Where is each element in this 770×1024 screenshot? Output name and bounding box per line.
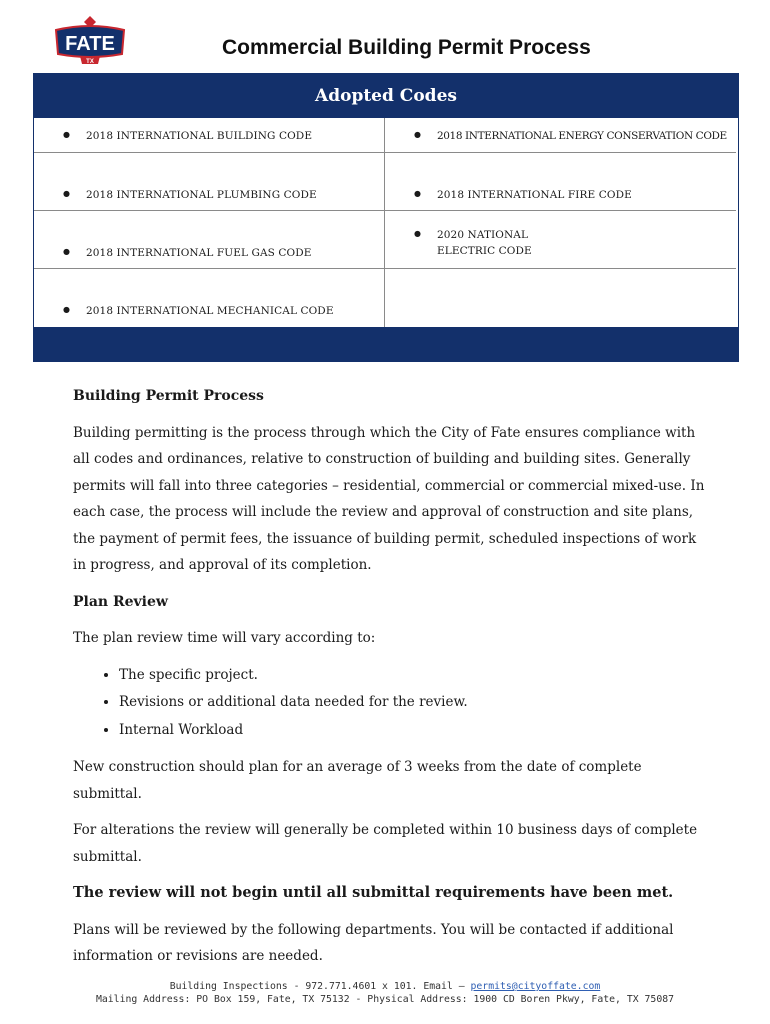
footer-address-line: Mailing Address: PO Box 159, Fate, TX 75132 - Physical Address: 1900 CD Boren Pkwy, Fate, TX 75087	[95, 994, 675, 1005]
list-item: • Revisions or additional data needed for the review.	[119, 689, 713, 717]
code-cell	[385, 153, 736, 211]
code-cell	[34, 118, 385, 153]
footer-contact-line	[0, 980, 770, 993]
page-title: Commercial Building Permit Process	[222, 36, 591, 59]
paragraph-review-time: The plan review time will vary according to:	[73, 630, 376, 646]
bullet-icon: ●	[63, 305, 71, 314]
logo-text: FATE	[65, 33, 115, 55]
review-factors-list	[73, 662, 713, 745]
page-footer	[0, 980, 770, 1006]
codes-grid	[34, 118, 738, 327]
list-item: • Internal Workload	[119, 717, 713, 745]
logo-subtext: TX	[86, 59, 94, 65]
code-cell	[385, 118, 736, 153]
code-item: 2018 INTERNATIONAL FUEL GAS CODE	[86, 247, 312, 259]
bullet-icon: ●	[414, 130, 422, 139]
code-item: 2018 INTERNATIONAL MECHANICAL CODE	[86, 305, 334, 317]
bullet-icon: ●	[63, 247, 71, 256]
main-content	[73, 383, 713, 980]
bullet-icon: ●	[414, 229, 422, 238]
bullet-icon: ●	[414, 189, 422, 198]
paragraph-alterations: For alterations the review will generally be completed within 10 business days of complete submittal.	[73, 822, 698, 865]
paragraph-departments: Plans will be reviewed by the following departments. You will be contacted if additional information or revisions are needed.	[73, 921, 674, 964]
code-cell	[34, 269, 385, 327]
paragraph-new-construction: New construction should plan for an average of 3 weeks from the date of complete submittal.	[73, 759, 642, 802]
bullet-icon: ●	[63, 130, 71, 139]
code-item: 2018 INTERNATIONAL FIRE CODE	[437, 189, 632, 201]
code-cell-empty	[385, 269, 736, 327]
codes-table-footer-bar	[34, 327, 738, 361]
email-link[interactable]: permits@cityoffate.com	[470, 981, 601, 992]
heading-plan-review: Plan Review	[73, 593, 168, 610]
heading-building-permit-process: Building Permit Process	[73, 388, 264, 404]
list-item: • The specific project.	[119, 662, 713, 690]
code-item: 2020 NATIONAL ELECTRIC CODE	[437, 229, 532, 257]
footer-contact-text: Building Inspections - 972.771.4601 x 101. Email –	[169, 981, 471, 992]
adopted-codes-heading: Adopted Codes	[34, 74, 738, 118]
notice-submittal-requirements: The review will not begin until all submittal requirements have been met.	[73, 884, 674, 901]
adopted-codes-table	[33, 73, 739, 362]
code-cell	[34, 153, 385, 211]
paragraph-permit-description: Building permitting is the process through which the City of Fate ensures compliance with all codes and ordinances, relative to construction of building and building sites. Generally permits will fall into three categories – residential, commercial or commercial mixed-use. In each case, the process will include the review and approval of construction and site plans, the payment of permit fees, the issuance of building permit, scheduled inspections of work in progress, and approval of its completion.	[73, 424, 705, 573]
code-item: 2018 INTERNATIONAL BUILDING CODE	[86, 130, 313, 142]
code-item: 2018 INTERNATIONAL PLUMBING CODE	[86, 189, 317, 201]
bullet-icon: ●	[63, 189, 71, 198]
code-cell	[34, 211, 385, 269]
city-logo	[52, 14, 128, 66]
code-item: 2018 INTERNATIONAL ENERGY CONSERVATION CODE	[437, 130, 727, 142]
code-cell	[385, 211, 736, 269]
